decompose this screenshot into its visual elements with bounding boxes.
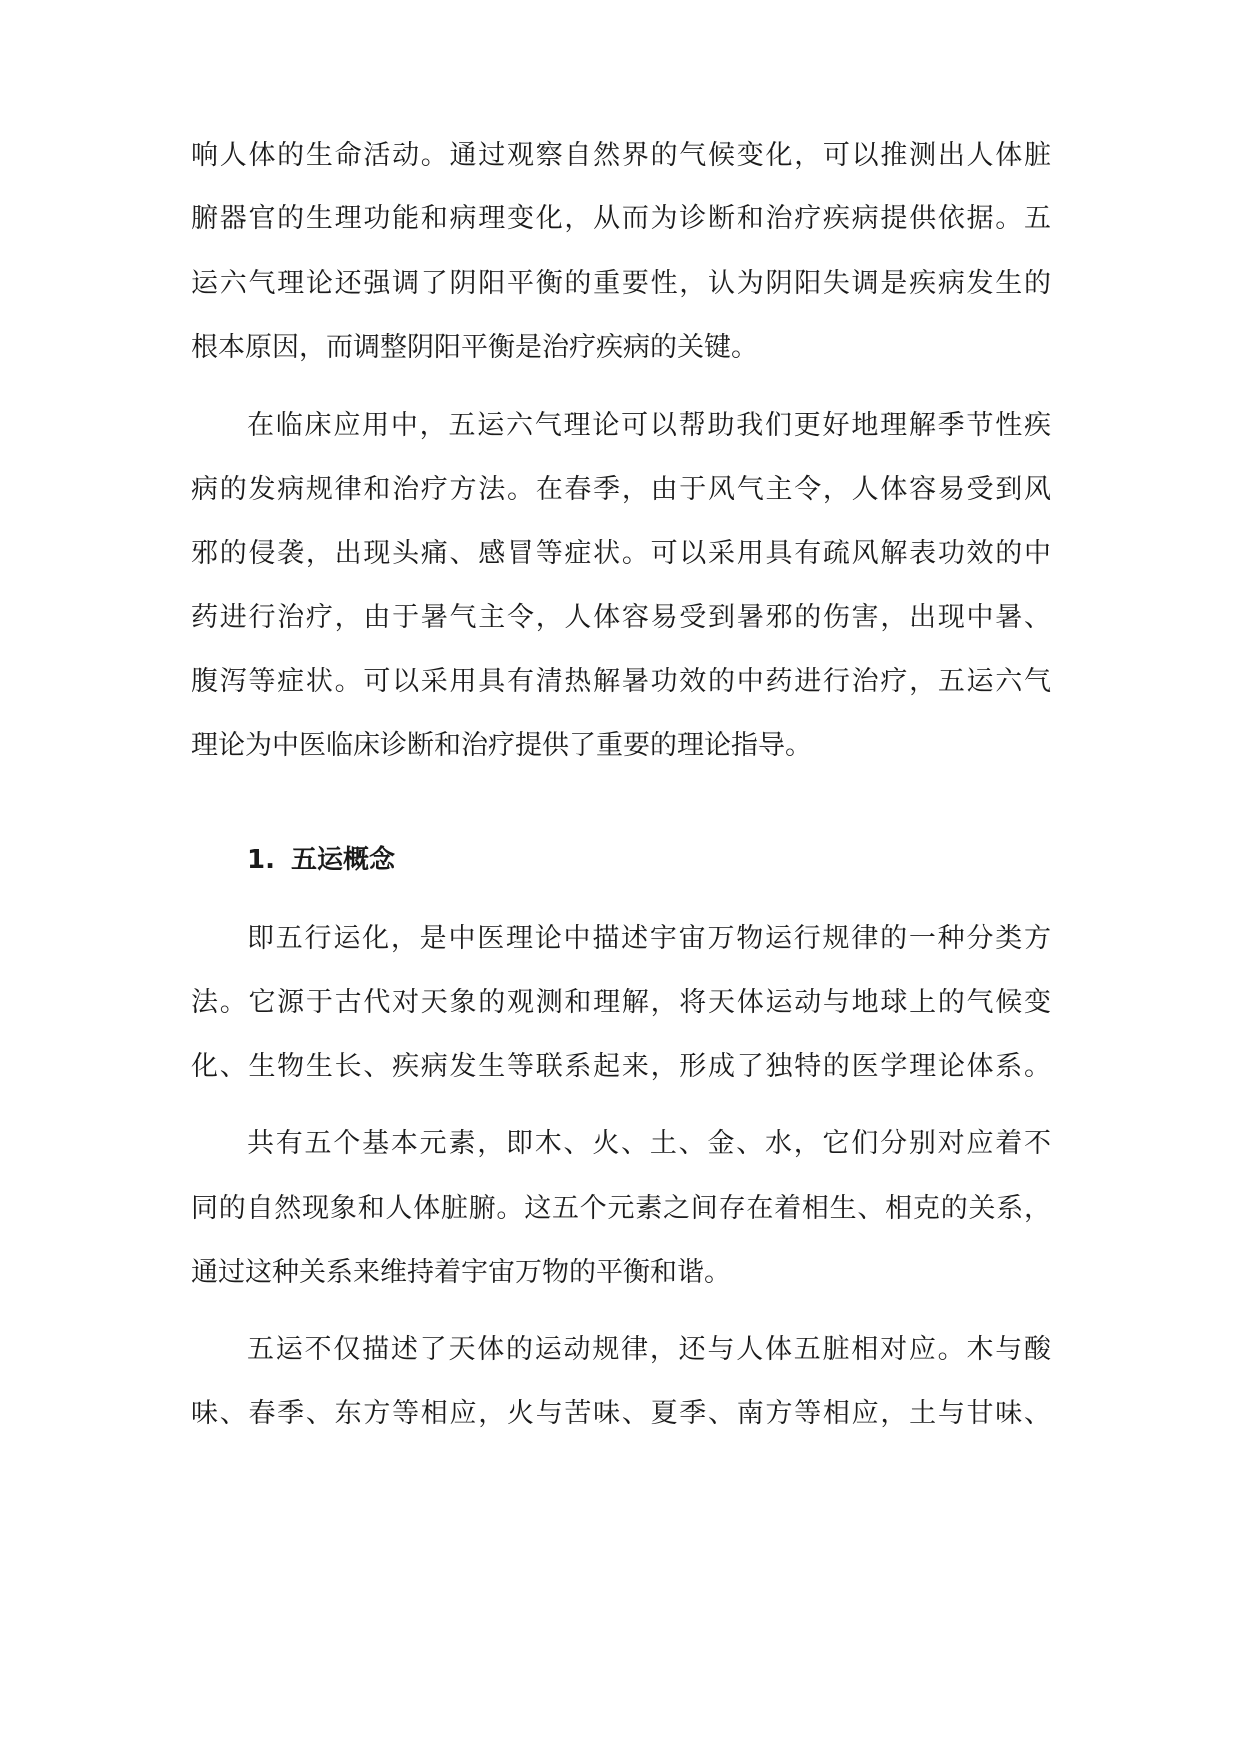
text-line: 药进行治疗，由于暑气主令，人体容易受到暑邪的伤害，出现中暑、 [191,602,1051,633]
text-line: 即五行运化，是中医理论中描述宇宙万物运行规律的一种分类方 [247,923,1051,954]
section-title: 五运概念 [291,845,396,875]
text-line: 共有五个基本元素，即木、火、土、金、水，它们分别对应着不 [247,1128,1051,1159]
text-line: 在临床应用中，五运六气理论可以帮助我们更好地理解季节性疾 [247,410,1051,441]
text-line: 腹泻等症状。可以采用具有清热解暑功效的中药进行治疗，五运六气 [191,666,1051,697]
text-line: 化、生物生长、疾病发生等联系起来，形成了独特的医学理论体系。 [191,1051,1051,1082]
text-line: 腑器官的生理功能和病理变化，从而为诊断和治疗疾病提供依据。五 [191,203,1051,234]
text-line: 通过这种关系来维持着宇宙万物的平衡和谐。 [191,1257,731,1288]
text-line: 法。它源于古代对天象的观测和理解，将天体运动与地球上的气候变 [191,987,1051,1018]
text-line: 运六气理论还强调了阴阳平衡的重要性，认为阴阳失调是疾病发生的 [191,268,1051,299]
text-line: 病的发病规律和治疗方法。在春季，由于风气主令，人体容易受到风 [191,474,1051,505]
text-line: 理论为中医临床诊断和治疗提供了重要的理论指导。 [191,730,812,761]
text-line: 根本原因，而调整阴阳平衡是治疗疾病的关键。 [191,332,758,363]
text-line: 同的自然现象和人体脏腑。这五个元素之间存在着相生、相克的关系， [191,1193,1051,1224]
text-line: 味、春季、东方等相应，火与苦味、夏季、南方等相应，土与甘味、 [191,1398,1051,1429]
text-line: 五运不仅描述了天体的运动规律，还与人体五脏相对应。木与酸 [247,1334,1051,1365]
section-heading [247,843,395,877]
text-line: 响人体的生命活动。通过观察自然界的气候变化，可以推测出人体脏 [191,140,1051,171]
text-line: 邪的侵袭，出现头痛、感冒等症状。可以采用具有疏风解表功效的中 [191,538,1051,569]
section-number: 1. [247,845,275,875]
